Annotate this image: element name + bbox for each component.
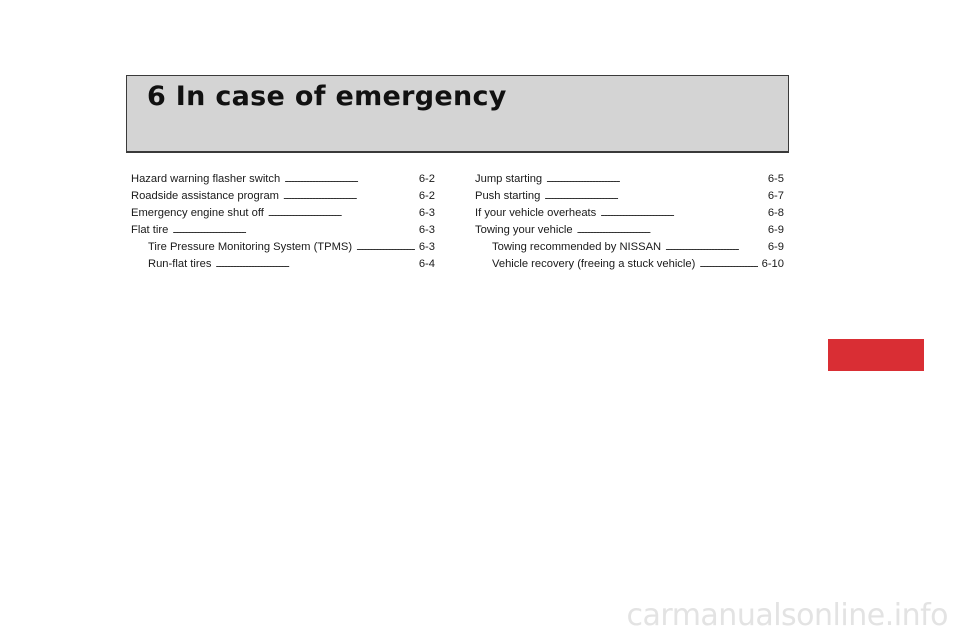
toc-entry[interactable] — [131, 188, 435, 205]
toc-subentry[interactable] — [131, 239, 435, 256]
toc-entry-text: Towing recommended by NISSAN — [492, 241, 662, 253]
toc-leader-dots — [577, 222, 764, 239]
toc-leader-dots — [172, 222, 415, 239]
toc-entry-page: 6-2 — [418, 190, 435, 202]
toc-entry-page: 6-3 — [418, 241, 435, 253]
watermark-text: carmanualsonline.info — [626, 598, 948, 633]
toc-entry-text: Roadside assistance program — [131, 190, 279, 202]
toc-entry[interactable] — [475, 171, 784, 188]
toc-entry[interactable] — [475, 222, 784, 239]
toc-leader-dots — [283, 188, 415, 205]
toc-entry-page: 6-4 — [418, 258, 435, 270]
toc-column-left — [131, 171, 435, 273]
toc-entry-text: Push starting — [475, 190, 541, 202]
toc-entry[interactable] — [131, 205, 435, 222]
toc-entry-page: 6-3 — [418, 224, 435, 236]
toc-leader-dots — [356, 239, 415, 256]
toc-leader-dots — [215, 256, 414, 273]
toc-entry-page: 6-9 — [767, 224, 784, 236]
toc-entry-text: Emergency engine shut off — [131, 207, 264, 219]
toc-leader-dots — [600, 205, 764, 222]
toc-column-right — [475, 171, 784, 273]
chapter-title: 6 In case of emergency — [147, 81, 507, 112]
toc-entry-text: Hazard warning flasher switch — [131, 173, 281, 185]
toc-subentry[interactable] — [475, 239, 784, 256]
toc-entry-page: 6-7 — [767, 190, 784, 202]
toc-entry-text: Vehicle recovery (freeing a stuck vehicle) — [492, 258, 696, 270]
toc-entry-text: Flat tire — [131, 224, 169, 236]
toc-subentry[interactable] — [475, 256, 784, 273]
toc-subentry[interactable] — [131, 256, 435, 273]
toc-entry-page: 6-9 — [767, 241, 784, 253]
toc-entry-page: 6-10 — [761, 258, 784, 270]
toc-entry-page: 6-2 — [418, 173, 435, 185]
section-thumb-tab — [828, 339, 924, 371]
toc-entry-text: If your vehicle overheats — [475, 207, 597, 219]
toc-leader-dots — [665, 239, 764, 256]
toc-leader-dots — [546, 171, 764, 188]
toc-entry[interactable] — [131, 171, 435, 188]
toc-entry-text: Run-flat tires — [148, 258, 212, 270]
toc-entry[interactable] — [131, 222, 435, 239]
toc-entry-page: 6-5 — [767, 173, 784, 185]
toc-entry-text: Jump starting — [475, 173, 543, 185]
toc-leader-dots — [284, 171, 415, 188]
toc-entry-page: 6-8 — [767, 207, 784, 219]
toc-leader-dots — [268, 205, 415, 222]
toc-entry-text: Towing your vehicle — [475, 224, 573, 236]
toc-leader-dots — [544, 188, 764, 205]
toc-entry-page: 6-3 — [418, 207, 435, 219]
chapter-banner — [126, 75, 789, 153]
toc-entry[interactable] — [475, 205, 784, 222]
toc-entry-text: Tire Pressure Monitoring System (TPMS) — [148, 241, 353, 253]
toc-leader-dots — [699, 256, 757, 273]
toc-entry[interactable] — [475, 188, 784, 205]
